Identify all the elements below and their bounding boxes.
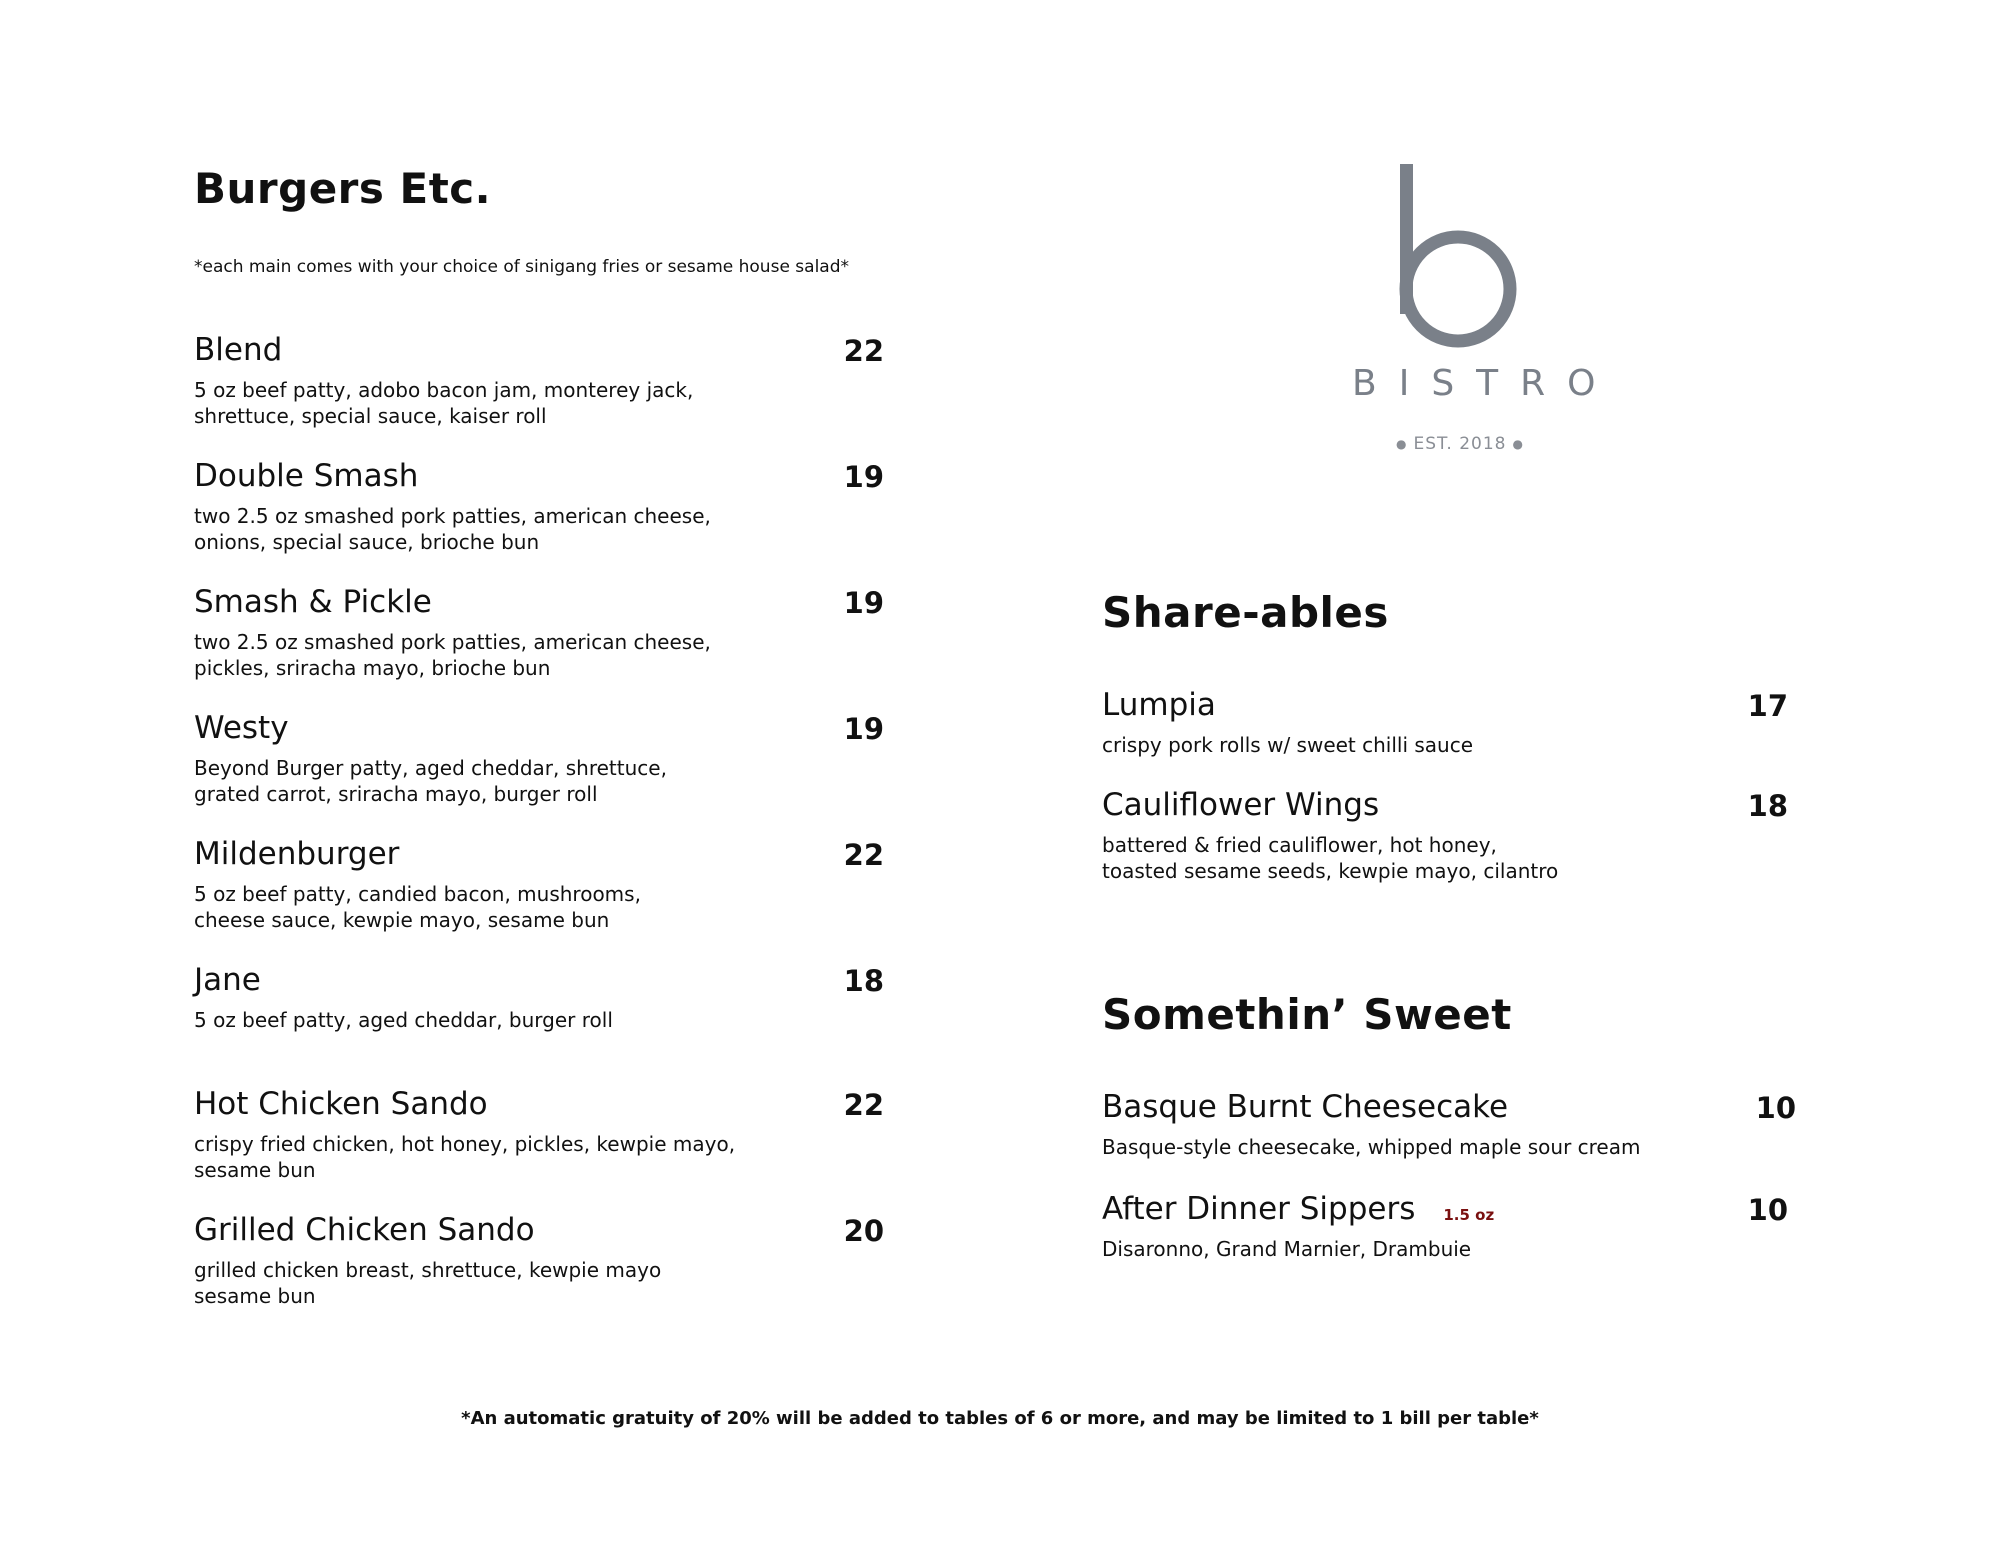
item-name: Mildenburger bbox=[194, 836, 400, 873]
menu-item-westy bbox=[194, 711, 884, 807]
item-description bbox=[1102, 1134, 1788, 1160]
item-description-line: battered & fried cauliflower, hot honey, bbox=[1102, 832, 1497, 857]
item-description-line: grilled chicken breast, shrettuce, kewpie mayo bbox=[194, 1258, 662, 1283]
item-name: Grilled Chicken Sando bbox=[194, 1212, 535, 1249]
item-description-line: toasted sesame seeds, kewpie mayo, cilantro bbox=[1102, 858, 1559, 883]
item-description-line: pickles, sriracha mayo, brioche bun bbox=[194, 656, 551, 681]
b-logo-icon bbox=[1330, 162, 1590, 362]
menu-item-cauliflower-wings bbox=[1102, 788, 1788, 884]
item-description-line: sesame bun bbox=[194, 1284, 316, 1309]
item-description bbox=[194, 1131, 884, 1183]
item-description-line: grated carrot, sriracha mayo, burger roll bbox=[194, 782, 598, 807]
bistro-logo bbox=[1330, 162, 1618, 462]
item-name: Hot Chicken Sando bbox=[194, 1086, 488, 1123]
menu-item-double-smash bbox=[194, 459, 884, 555]
item-description-line: Disaronno, Grand Marnier, Drambuie bbox=[1102, 1236, 1472, 1261]
item-description-line: Beyond Burger patty, aged cheddar, shrettuce, bbox=[194, 756, 667, 781]
item-description-line: Basque-style cheesecake, whipped maple sour cream bbox=[1102, 1134, 1641, 1159]
item-description bbox=[194, 377, 884, 429]
item-name: Lumpia bbox=[1102, 687, 1216, 723]
burgers-section bbox=[194, 164, 884, 1309]
shareables-section bbox=[1102, 588, 1788, 883]
shareables-title: Share-ables bbox=[1102, 588, 1389, 637]
menu-item-lumpia bbox=[1102, 688, 1788, 758]
burgers-note: *each main comes with your choice of sinigang fries or sesame house salad* bbox=[194, 257, 850, 277]
item-description-line: 5 oz beef patty, candied bacon, mushrooms, bbox=[194, 882, 641, 907]
item-description bbox=[194, 503, 884, 555]
item-description bbox=[194, 881, 884, 933]
item-name: Smash & Pickle bbox=[194, 584, 432, 621]
item-name: Basque Burnt Cheesecake bbox=[1102, 1089, 1509, 1125]
item-description-line: shrettuce, special sauce, kaiser roll bbox=[194, 404, 547, 429]
item-description bbox=[194, 1257, 884, 1309]
item-description-line: 5 oz beef patty, adobo bacon jam, monterey jack, bbox=[194, 378, 694, 403]
menu-item-basque-cheesecake bbox=[1102, 1089, 1796, 1160]
item-description-line: onions, special sauce, brioche bun bbox=[194, 530, 540, 555]
item-description bbox=[1102, 732, 1788, 758]
item-description-line: 5 oz beef patty, aged cheddar, burger roll bbox=[194, 1008, 613, 1033]
item-price: 19 bbox=[843, 712, 884, 747]
item-description bbox=[194, 755, 884, 807]
gratuity-note: *An automatic gratuity of 20% will be added to tables of 6 or more, and may be limited to 1 bill per table* bbox=[461, 1408, 1539, 1429]
menu-item-blend bbox=[194, 333, 884, 429]
item-description bbox=[1102, 1236, 1788, 1262]
item-description-line: sesame bun bbox=[194, 1158, 316, 1183]
logo-est-text: EST. 2018 bbox=[1413, 434, 1507, 454]
sweet-title: Somethin’ Sweet bbox=[1102, 990, 1512, 1039]
dot-icon: ● bbox=[1512, 437, 1524, 451]
item-name: Jane bbox=[194, 962, 261, 999]
dot-icon: ● bbox=[1396, 437, 1408, 451]
item-description bbox=[1102, 832, 1788, 884]
item-price: 22 bbox=[843, 334, 884, 369]
item-price: 22 bbox=[843, 838, 884, 873]
logo-established bbox=[1330, 434, 1590, 454]
menu-item-grilled-chicken-sando bbox=[194, 1213, 884, 1309]
item-name: Double Smash bbox=[194, 458, 419, 495]
item-price: 18 bbox=[843, 964, 884, 999]
menu-item-hot-chicken-sando bbox=[194, 1087, 884, 1183]
item-price: 18 bbox=[1747, 789, 1788, 823]
burgers-title: Burgers Etc. bbox=[194, 164, 492, 213]
item-name: Westy bbox=[194, 710, 289, 747]
item-name: Cauliflower Wings bbox=[1102, 787, 1380, 823]
item-size: 1.5 oz bbox=[1443, 1205, 1495, 1224]
logo-wordmark: BISTRO bbox=[1352, 363, 1618, 404]
menu-item-after-dinner-sippers bbox=[1102, 1192, 1788, 1262]
menu-item-jane bbox=[194, 963, 884, 1033]
item-price: 10 bbox=[1755, 1091, 1796, 1125]
item-description-line: two 2.5 oz smashed pork patties, american cheese, bbox=[194, 504, 711, 529]
item-price: 20 bbox=[843, 1214, 884, 1249]
item-description bbox=[194, 1007, 884, 1033]
item-price: 10 bbox=[1747, 1193, 1788, 1227]
menu-item-mildenburger bbox=[194, 837, 884, 933]
item-description-line: crispy pork rolls w/ sweet chilli sauce bbox=[1102, 732, 1474, 757]
item-price: 19 bbox=[843, 586, 884, 621]
sweet-section bbox=[1102, 990, 1796, 1261]
item-name: Blend bbox=[194, 332, 283, 369]
menu-item-smash-pickle bbox=[194, 585, 884, 681]
item-price: 17 bbox=[1747, 689, 1788, 723]
item-price: 22 bbox=[843, 1088, 884, 1123]
item-price: 19 bbox=[843, 460, 884, 495]
item-description-line: two 2.5 oz smashed pork patties, american cheese, bbox=[194, 630, 711, 655]
item-name: After Dinner Sippers bbox=[1102, 1191, 1416, 1227]
item-description-line: cheese sauce, kewpie mayo, sesame bun bbox=[194, 908, 610, 933]
item-description bbox=[194, 629, 884, 681]
item-description-line: crispy fried chicken, hot honey, pickles, kewpie mayo, bbox=[194, 1132, 736, 1157]
